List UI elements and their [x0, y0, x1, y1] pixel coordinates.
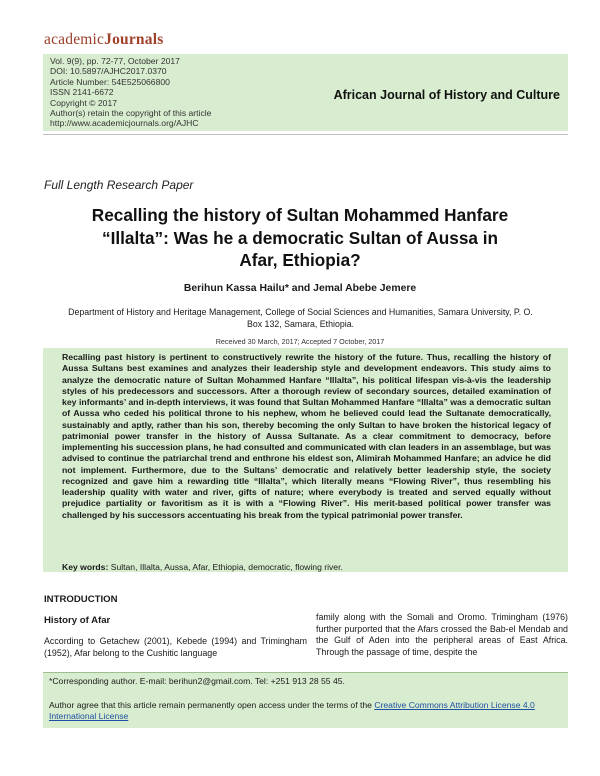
license-link[interactable]: Creative Commons Attribution License 4.0 International License	[49, 700, 535, 721]
keywords-list: Sultan, Illalta, Aussa, Afar, Ethiopia, democratic, flowing river.	[110, 562, 343, 572]
meta-rights: Author(s) retain the copyright of this article	[50, 108, 212, 119]
logo-prefix: academic	[44, 31, 105, 48]
keywords-label: Key words:	[62, 562, 109, 572]
affiliation	[48, 307, 553, 330]
meta-issn: ISSN 2141-6672	[50, 87, 114, 98]
title-line: Afar, Ethiopia?	[239, 250, 361, 270]
authors: Berihun Kassa Hailu* and Jemal Abebe Jemere	[183, 283, 417, 294]
meta-volume: Vol. 9(9), pp. 72-77, October 2017	[50, 56, 180, 66]
subsection-heading-history: History of Afar	[44, 615, 111, 626]
corresponding-author: *Corresponding author. E-mail: berihun2@gmail.com. Tel: +251 913 28 55 45.	[49, 676, 345, 686]
body-column-right: family along with the Somali and Oromo. Trimingham (1976) further purported that the Afars crossed the Bab-el Mendab and the Gulf of Aden into the peripheral areas of East Africa. Through the passage of time, despite the	[316, 612, 568, 658]
article-category: Full Length Research Paper	[44, 178, 194, 192]
logo-suffix: Journals	[104, 31, 164, 48]
license-note	[49, 700, 564, 722]
affiliation-line: Department of History and Heritage Management, College of Social Sciences and Humanities, Samara University, P. O.	[68, 307, 533, 317]
metadata-list	[50, 56, 211, 129]
keywords	[62, 562, 551, 572]
abstract-text: Recalling past history is pertinent to constructively rewrite the history of the future. Thus, recalling the history of Aussa Sultans best examines and analyzes their leadership style and development endeavors. This study aims to analyze the democratic nature of Sultan Mohammed Hanfare “Illalta”, his political lifespan vis-à-vis the leadership styles of his predecessors and successors. After a thorough review of secondary sources, detailed examination of key informants’ and in-depth interviews, it was found that Sultan Mohammed Hanfare “Illalta” was a democratic sultan of Aussa who ceded his political throne to his nephew, whom he believed could lead the Sultanate democratically, sustainably and aptly, rather than his son, thereby becoming the only Sultan to have broken the historical legacy of patrimonial power transfer in the history of Aussa Sultanate. As a clear commitment to democracy, before implementing his succession plans, he had consulted and communicated with clan leaders in an assemblage, but was advised to continue the patriarchal trend and enthrone his eldest son, Alimirah Mohammed Hanfare; an advice he did not implement. Furthermore, due to the Sultans’ democratic and relatively better leadership style, the society recognized and gave him a rewarding title “Illalta”, which literally means “Flowing River”, thus resembling his leadership quality with water and river, gifts of nature; where everybody is treated and served equally without prejudice partiality or favoritism as it is with a “Flowing River”. His merit-based political power transfer was challenged by his successors accentuating his break from the typical patrimonial power transfer.	[62, 352, 551, 520]
title-line: “Illalta”: Was he a democratic Sultan of Aussa in	[101, 227, 499, 248]
meta-article-number: Article Number: 54E525066800	[50, 76, 170, 87]
received-accepted-dates: Received 30 March, 2017; Accepted 7 October, 2017	[215, 337, 385, 346]
section-heading-introduction: INTRODUCTION	[44, 594, 118, 605]
affiliation-line: Box 132, Samara, Ethiopia.	[246, 318, 355, 329]
meta-doi: DOI: 10.5897/AJHC2017.0370	[50, 66, 167, 77]
publisher-logo	[44, 31, 163, 49]
meta-copyright: Copyright © 2017	[50, 97, 118, 108]
article-title	[40, 204, 560, 272]
header-divider	[43, 134, 568, 135]
title-line: Recalling the history of Sultan Mohammed Hanfare	[91, 205, 509, 225]
license-text: Author agree that this article remain permanently open access under the terms of the	[49, 700, 375, 710]
meta-url[interactable]: http://www.academicjournals.org/AJHC	[50, 118, 199, 129]
body-column-left: According to Getachew (2001), Kebede (1994) and Trimingham (1952), Afar belong to the Cushitic language	[44, 636, 307, 658]
journal-title: African Journal of History and Culture	[333, 88, 560, 102]
footnote-divider	[43, 672, 568, 673]
